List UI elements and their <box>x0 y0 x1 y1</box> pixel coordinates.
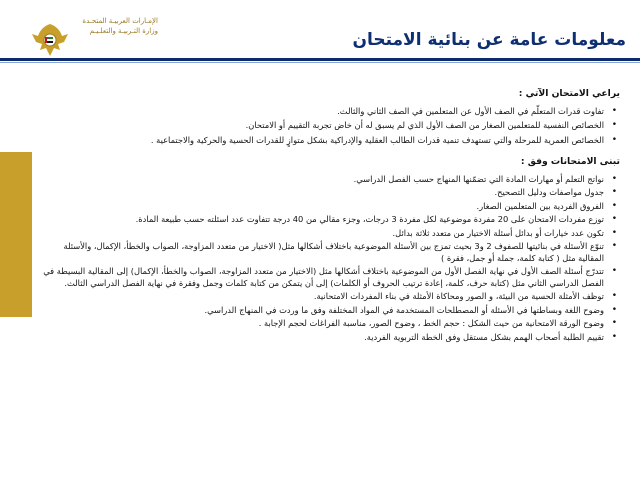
uae-emblem-icon <box>28 20 72 60</box>
slide-content <box>40 88 620 345</box>
section2-heading: تبنى الامتحانات وفق : <box>520 156 620 167</box>
list-item: • تقييم الطلبة أصحاب الهمم بشكل مستقل وفق الخطة التربوية الفردية. <box>40 332 604 344</box>
list-item: • وضوح اللغة وبساطتها في الأسئلة أو المصطلحات المستخدمة في المواد المختلفة وفق ما وردت في المنهاج الدراسي. <box>40 305 604 317</box>
title-rule <box>0 58 640 61</box>
list-item: • تنوّع الأسئلة في بنائيتها للصفوف 2 و3 بحيث تمزج بين الأسئلة الموضوعية باختلاف أشكالها مثل( الاختيار من متعدد المزاوجة، الصواب والخطأ، الإكمال، والأسئلة المقالية مثل ( كتابة كلمة، جملة أو جمل، فقرة ) <box>40 241 604 264</box>
list-item: • توزع مفردات الامتحان على 20 مفردة موضوعية لكل مفردة 3 درجات، وجزء مقالي من 40 درجة تتفاوت عدد اسئلته حسب طبيعة المادة. <box>40 214 604 226</box>
section2-list <box>40 174 620 344</box>
ministry-logo-text <box>78 16 158 36</box>
list-item: • وضوح الورقة الامتحانية من حيث الشكل : حجم الخط ، وضوح الصور، مناسبة الفراغات لحجم الإجابة . <box>40 318 604 330</box>
list-item: • نواتج التعلم أو مهارات المادة التي تضمّنها المنهاج حسب الفصل الدراسي. <box>40 174 604 186</box>
gold-accent-bar <box>0 152 32 317</box>
list-item: • تتدرّج أسئلة الصف الأول في نهاية الفصل الأول من الموضوعية باختلاف أشكالها مثل (الاختيار من متعدد المزاوجة، الصواب والخطأ، الإكمال) إلى المقالية البسيطة في الفصل الدراسي الثاني مثل (كتابة حرف، كلمة، إعادة ترتيب الحروف أو الكلمات) إلى أن يتمكن من كتابة كلمات وجمل وفقرة في نهاية الفصل الدراسي الثالث. <box>40 266 604 289</box>
logo-line-2: وزارة التـربيـة والتعلـيـم <box>89 27 158 35</box>
logo-line-1: الإمـارات العربيـة المتحـدة <box>82 17 158 25</box>
list-item: • تكون عدد خيارات أو بدائل أسئلة الاختيار من متعدد ثلاثة بدائل. <box>40 228 604 240</box>
list-item: • جدول مواصفات ودليل التصحيح. <box>40 187 604 199</box>
slide-title: معلومات عامة عن بنائية الامتحان <box>352 30 626 50</box>
list-item: • الفروق الفردية بين المتعلمين الصغار. <box>40 201 604 213</box>
list-item: • تفاوت قدرات المتعلّم في الصف الأول عن المتعلمين في الصف الثاني والثالث. <box>40 106 604 118</box>
section1-list <box>40 106 620 147</box>
list-item: • الخصائص النفسية للمتعلمين الصغار من الصف الأول الذي لم يسبق له أن خاض تجربة التقييم أو الامتحان. <box>40 120 604 132</box>
title-rule-thin <box>0 62 640 63</box>
list-item: • الخصائص العمرية للمرحلة والتي تستهدف تنمية قدرات الطالب العقلية والإدراكية بشكل متوازٍ للقدرات الحسية والحركية والاجتماعية . <box>40 135 604 147</box>
section1-heading: يراعي الامتحان الآتي : <box>518 88 620 99</box>
list-item: • توظف الأمثلة الحسية من البيئة، و الصور ومحاكاة الأمثلة في بناء المفردات الامتحانية. <box>40 291 604 303</box>
